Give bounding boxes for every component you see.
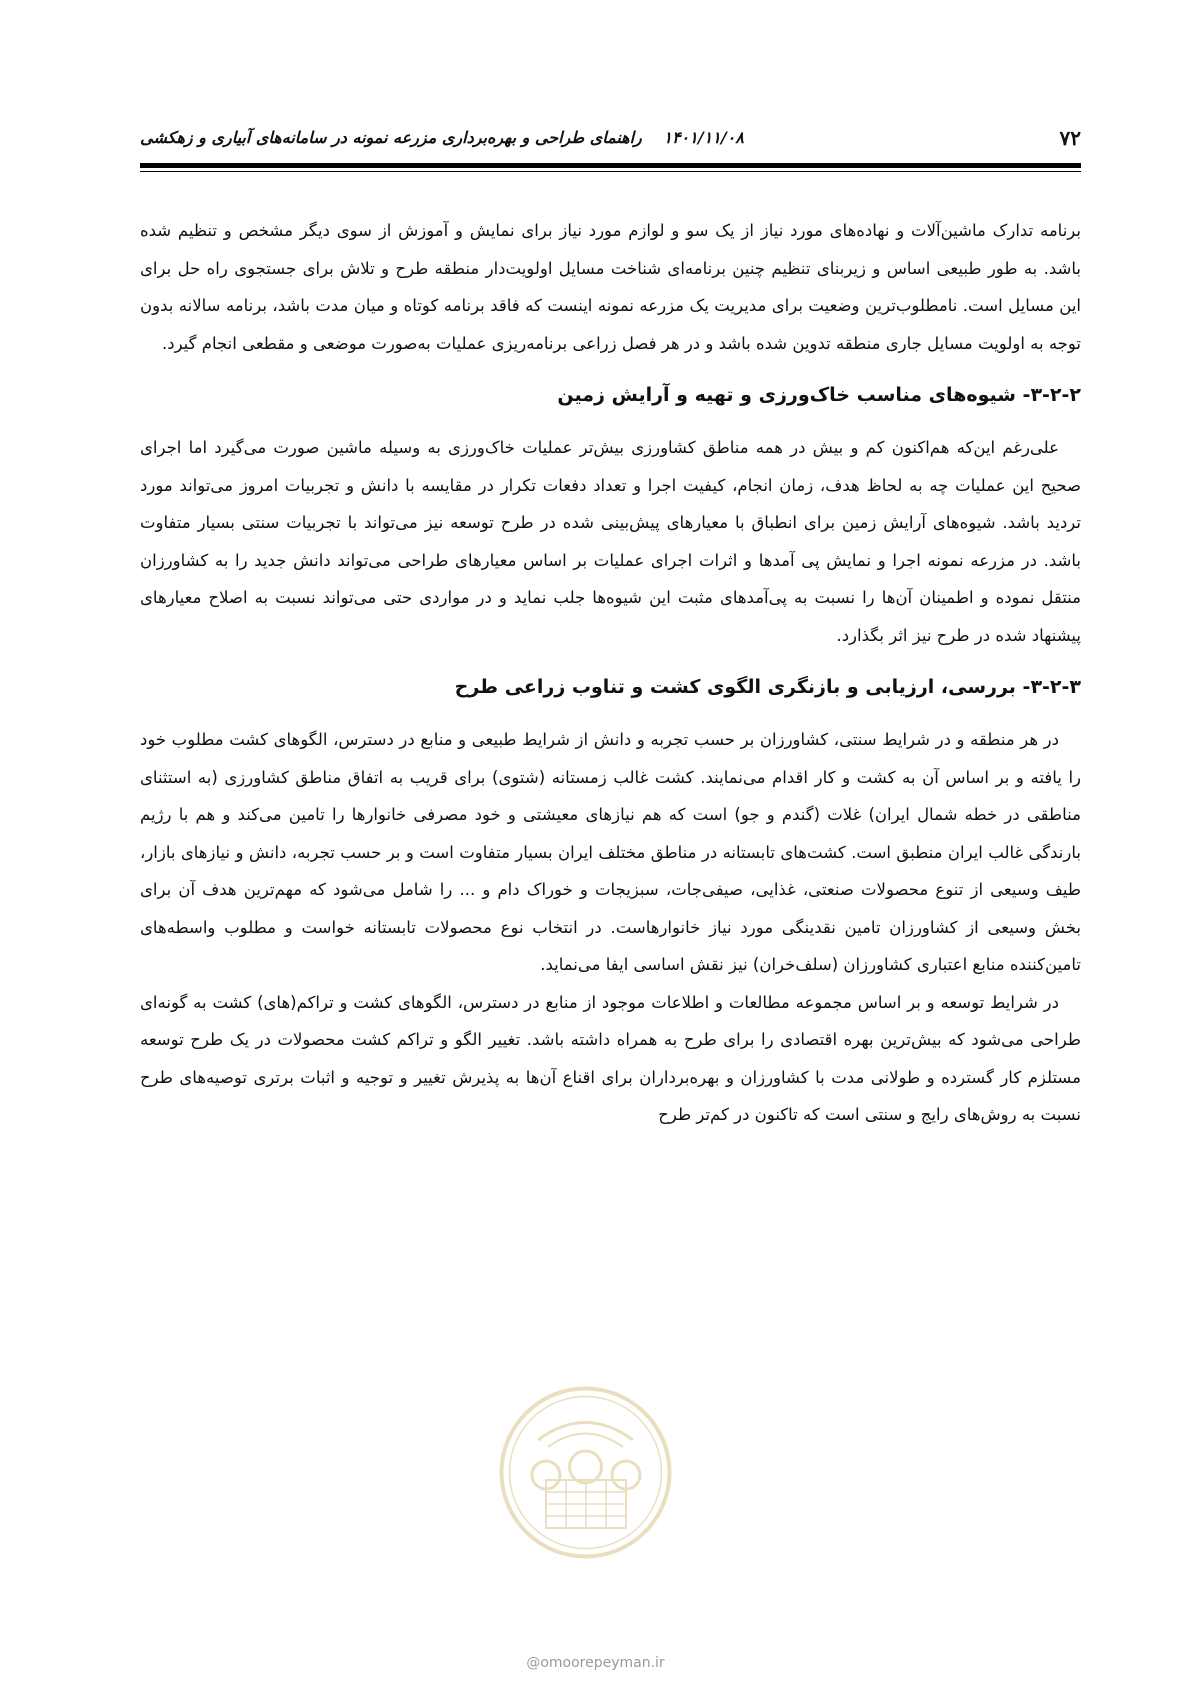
paragraph-2: علی‌رغم این‌که هم‌اکنون کم و بیش در همه مناطق کشاورزی بیش‌تر عملیات خاک‌ورزی به وسیله ماشین صورت می‌گیرد اما اجرای صحیح این عملیات چه به لحاظ هدف، زمان انجام، کیفیت اجرا و تعداد دفعات تکرار در مقایسه با دانش و تجربیات امروز می‌تواند مورد تردید باشد. شیوه‌های آرایش زمین برای انطباق با معیارهای پیش‌بینی شده در طرح توسعه نیز می‌تواند با تجربیات سنتی بسیار متفاوت باشد. در مزرعه نمونه اجرا و نمایش پی آمدها و اثرات اجرای عملیات بر اساس معیارهای طراحی می‌تواند دانش جدید را به کشاورزان منتقل نموده و اطمینان آن‌ها را نسبت به پی‌آمدهای مثبت این شیوه‌ها جلب نماید و در مواردی حتی می‌تواند نسبت به اصلاح معیارهای پیشنهاد شده در طرح نیز اثر بگذارد. [140, 438, 1081, 645]
paragraph-3: در هر منطقه و در شرایط سنتی، کشاورزان بر حسب تجربه و دانش از شرایط طبیعی و منابع در دسترس، الگوهای کشت مطلوب خود را یافته و بر اساس آن به کشت و کار اقدام می‌نمایند. کشت غالب زمستانه (شتوی) برای قریب به اتفاق مناطق کشاورزی (به استثنای مناطقی در خطه شمال ایران) غلات (گندم و جو) است که هم نیازهای معیشتی و خود مصرفی خانوارها را تامین می‌کند و هم با رژیم بارندگی غالب ایران منطبق است. کشت‌های تابستانه در مناطق مختلف ایران بسیار متفاوت است و بر حسب تجربه، دانش و نیازهای بازار، طیف وسیعی از تنوع محصولات صنعتی، غذایی، صیفی‌جات، سبزیجات و خوراک دام و ... را شامل می‌شود که مهم‌ترین هدف آن برای بخش وسیعی از کشاورزان تامین نقدینگی مورد نیاز خانوارهاست. در انتخاب نوع محصولات تابستانه خواست و مطلوب واسطه‌های تامین‌کننده منابع اعتباری کشاورزان (سلف‌خران) نیز نقش اساسی ایفا می‌نماید. [140, 730, 1081, 974]
watermark-seal-icon [498, 1385, 673, 1560]
page-number: ۷۲ [1059, 126, 1081, 150]
header-date: ۱۴۰۱/۱۱/۰۸ [663, 128, 744, 147]
section-heading-3-2-3: ۳-۲-۳- بررسی، ارزیابی و بازنگری الگوی کشت و تناوب زراعی طرح [454, 676, 1081, 698]
section-heading-3-2-2: ۳-۲-۲- شیوه‌های مناسب خاک‌ورزی و تهیه و آرایش زمین [557, 384, 1081, 406]
running-title [140, 128, 744, 147]
header-rule-thin [140, 171, 1081, 172]
body-text [140, 212, 1081, 1134]
header-title: راهنمای طراحی و بهره‌برداری مزرعه نمونه در سامانه‌های آبیاری و زهکشی [140, 128, 642, 147]
header-rule-thick [140, 163, 1081, 168]
paragraph-1: برنامه تدارک ماشین‌آلات و نهاده‌های مورد نیاز از یک سو و لوازم مورد نیاز برای نمایش و آموزش از سوی دیگر مشخص و تنظیم شده باشد. به طور طبیعی اساس و زیربنای تنظیم چنین برنامه‌ای شناخت مسایل اولویت‌دار منطقه طرح و تلاش برای جستجوی راه حل برای این مسایل است. نامطلوب‌ترین وضعیت برای مدیریت یک مزرعه نمونه اینست که فاقد برنامه کوتاه و میان مدت باشد، برنامه سالانه بدون توجه به اولویت مسایل جاری منطقه تدوین شده باشد و در هر فصل زراعی برنامه‌ریزی عملیات به‌صورت موضعی و مقطعی انجام گیرد. [140, 221, 1081, 353]
page-header [140, 126, 1081, 156]
watermark-site: @omoorepeyman.ir [526, 1655, 665, 1671]
paragraph-4: در شرایط توسعه و بر اساس مجموعه مطالعات و اطلاعات موجود از منابع در دسترس، الگوهای کشت و تراکم(های) کشت به گونه‌ای طراحی می‌شود که بیش‌ترین بهره اقتصادی را برای طرح به همراه داشته باشد. تغییر الگو و تراکم کشت محصولات در یک طرح توسعه مستلزم کار گسترده و طولانی مدت با کشاورزان و بهره‌برداران برای اقناع آن‌ها به پذیرش تغییر و توجیه و اثبات برتری توصیه‌های طرح نسبت به روش‌های رایج و سنتی است که تاکنون در کم‌تر طرح [140, 992, 1081, 1124]
